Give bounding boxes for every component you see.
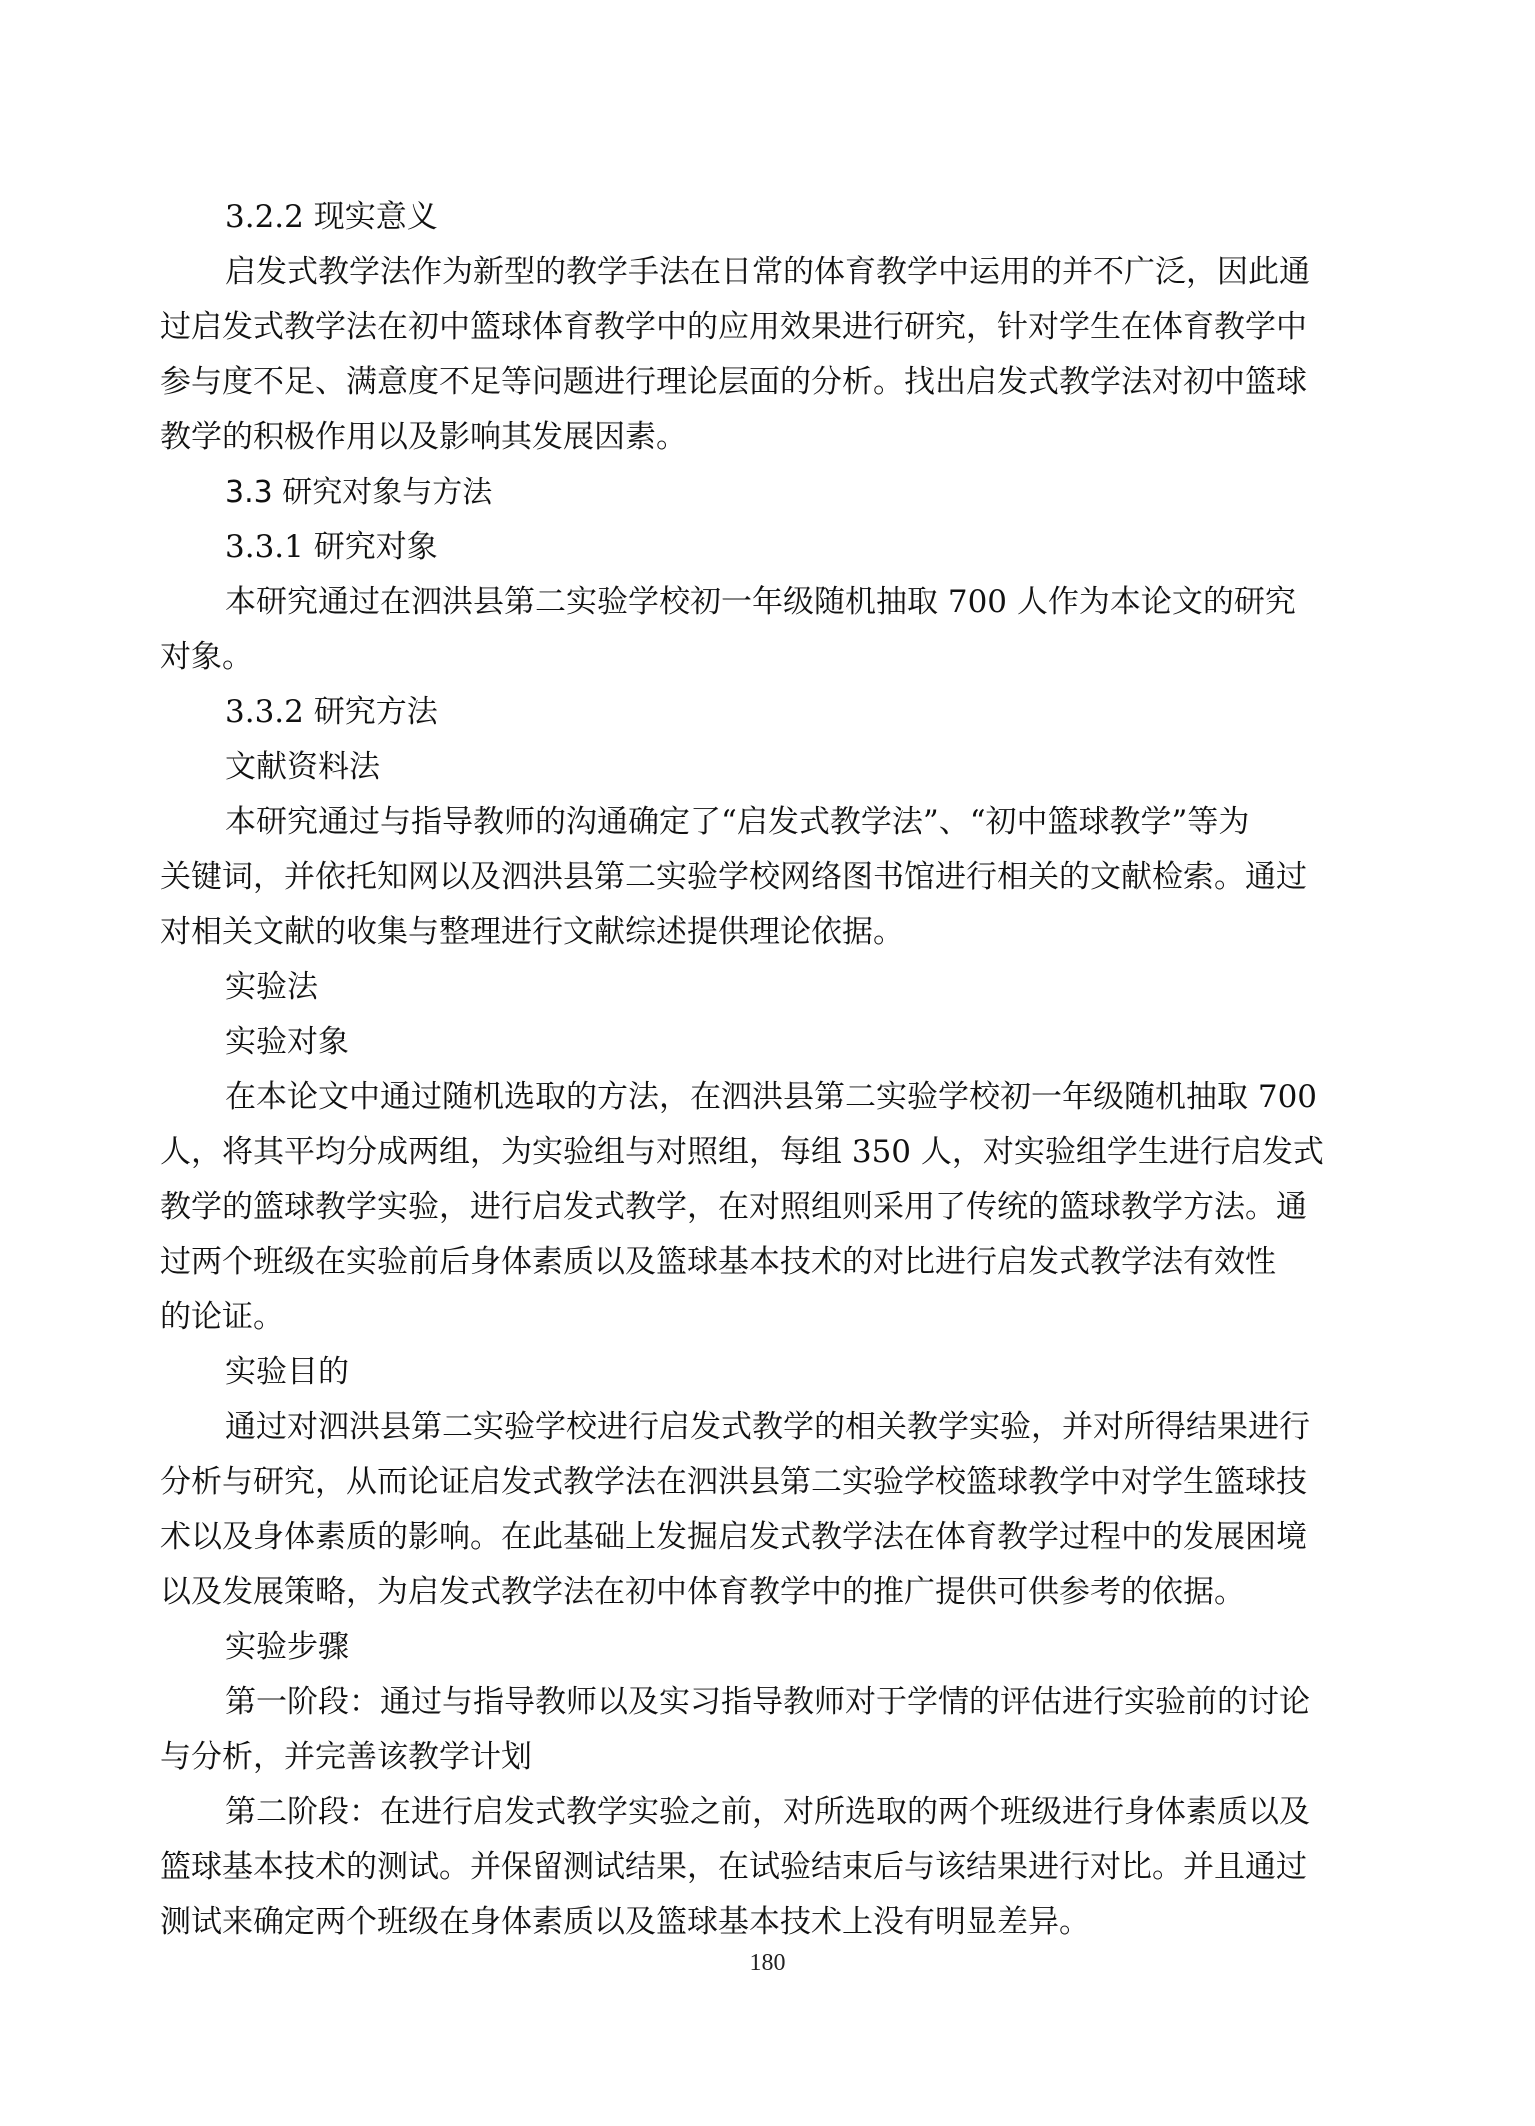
paragraph-line: 对相关文献的收集与整理进行文献综述提供理论依据。 bbox=[160, 914, 904, 950]
page-number: 180 bbox=[749, 1950, 786, 1976]
paragraph-line: 通过对泗洪县第二实验学校进行启发式教学的相关教学实验，并对所得结果进行 bbox=[225, 1409, 1310, 1445]
experiment-heading-purpose: 实验目的 bbox=[225, 1354, 349, 1390]
paragraph-line: 第二阶段：在进行启发式教学实验之前，对所选取的两个班级进行身体素质以及 bbox=[225, 1794, 1310, 1830]
paragraph-line: 本研究通过在泗洪县第二实验学校初一年级随机抽取 700 人作为本论文的研究 bbox=[225, 584, 1296, 620]
paragraph-line: 参与度不足、满意度不足等问题进行理论层面的分析。找出启发式教学法对初中篮球 bbox=[160, 364, 1307, 400]
experiment-heading-steps: 实验步骤 bbox=[225, 1629, 349, 1665]
paragraph-line: 教学的篮球教学实验，进行启发式教学，在对照组则采用了传统的篮球教学方法。通 bbox=[160, 1189, 1307, 1225]
body-text bbox=[160, 190, 1380, 1950]
paragraph-line: 篮球基本技术的测试。并保留测试结果，在试验结束后与该结果进行对比。并且通过 bbox=[160, 1849, 1307, 1885]
paragraph-line: 分析与研究，从而论证启发式教学法在泗洪县第二实验学校篮球教学中对学生篮球技 bbox=[160, 1464, 1307, 1500]
section-heading-3-3: 3.3 研究对象与方法 bbox=[225, 475, 493, 510]
paragraph-line: 人，将其平均分成两组，为实验组与对照组，每组 350 人，对实验组学生进行启发式 bbox=[160, 1134, 1324, 1170]
experiment-heading-subjects: 实验对象 bbox=[225, 1024, 349, 1060]
method-heading-literature: 文献资料法 bbox=[225, 749, 380, 785]
paragraph-line: 与分析，并完善该教学计划 bbox=[160, 1739, 532, 1775]
paragraph-line: 的论证。 bbox=[160, 1299, 284, 1335]
paragraph-line: 过两个班级在实验前后身体素质以及篮球基本技术的对比进行启发式教学法有效性 bbox=[160, 1244, 1276, 1280]
paragraph-line: 关键词，并依托知网以及泗洪县第二实验学校网络图书馆进行相关的文献检索。通过 bbox=[160, 859, 1307, 895]
paragraph-line: 过启发式教学法在初中篮球体育教学中的应用效果进行研究，针对学生在体育教学中 bbox=[160, 309, 1307, 345]
paragraph-line: 在本论文中通过随机选取的方法，在泗洪县第二实验学校初一年级随机抽取 700 bbox=[225, 1079, 1318, 1115]
paragraph-line: 以及发展策略，为启发式教学法在初中体育教学中的推广提供可供参考的依据。 bbox=[160, 1574, 1245, 1610]
paragraph-line: 测试来确定两个班级在身体素质以及篮球基本技术上没有明显差异。 bbox=[160, 1904, 1090, 1940]
paragraph-line: 本研究通过与指导教师的沟通确定了“启发式教学法”、“初中篮球教学”等为 bbox=[225, 804, 1250, 840]
subsection-heading-3-2-2: 3.2.2 现实意义 bbox=[225, 199, 438, 235]
paragraph-line: 对象。 bbox=[160, 639, 253, 675]
subsection-heading-3-3-2: 3.3.2 研究方法 bbox=[225, 694, 438, 730]
paragraph-line: 术以及身体素质的影响。在此基础上发掘启发式教学法在体育教学过程中的发展困境 bbox=[160, 1519, 1307, 1555]
paragraph-line: 教学的积极作用以及影响其发展因素。 bbox=[160, 419, 687, 455]
subsection-heading-3-3-1: 3.3.1 研究对象 bbox=[225, 529, 438, 565]
paragraph-line: 启发式教学法作为新型的教学手法在日常的体育教学中运用的并不广泛，因此通 bbox=[225, 254, 1310, 290]
method-heading-experiment: 实验法 bbox=[225, 969, 318, 1005]
paragraph-line: 第一阶段：通过与指导教师以及实习指导教师对于学情的评估进行实验前的讨论 bbox=[225, 1684, 1310, 1720]
